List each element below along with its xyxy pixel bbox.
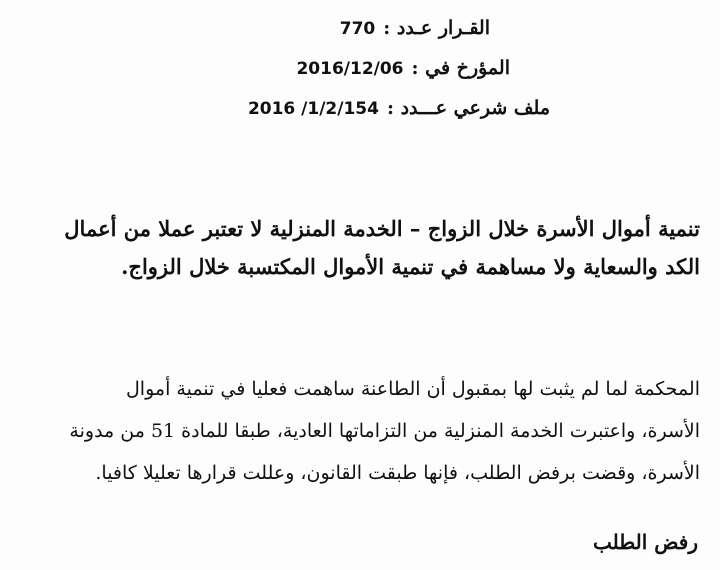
file-number-label: ملف شرعي عـــدد : [386,97,550,119]
legal-principle-summary [20,210,700,286]
paragraph-line: الأسرة، واعتبرت الخدمة المنزلية من التزاماتها العادية، طبقا للمادة 51 من مدونة [69,420,700,442]
decision-number-line [150,14,550,42]
ruling-paragraph [10,368,700,494]
file-number-value: 2016 /1/2/154 [247,99,379,119]
ruling-outcome: رفض الطلب [593,530,698,554]
decision-header [150,14,550,122]
decision-date-line [150,54,550,82]
decision-date-label: المؤرخ في : [411,57,510,79]
decision-number-value: 770 [339,19,376,39]
paragraph-line: الأسرة، وقضت برفض الطلب، فإنها طبقت القانون، وعللت قرارها تعليلا كافيا. [95,462,700,484]
summary-line: الكد والسعاية ولا مساهمة في تنمية الأموال المكتسبة خلال الزواج. [121,254,700,279]
file-number-line [150,94,550,122]
summary-line: تنمية أموال الأسرة خلال الزواج – الخدمة المنزلية لا تعتبر عملا من أعمال [64,216,700,241]
paragraph-line: المحكمة لما لم يثبت لها بمقبول أن الطاعنة ساهمت فعليا في تنمية أموال [126,378,700,400]
decision-date-value: 2016/12/06 [296,59,404,79]
decision-number-label: القـرار عـدد : [383,17,490,39]
